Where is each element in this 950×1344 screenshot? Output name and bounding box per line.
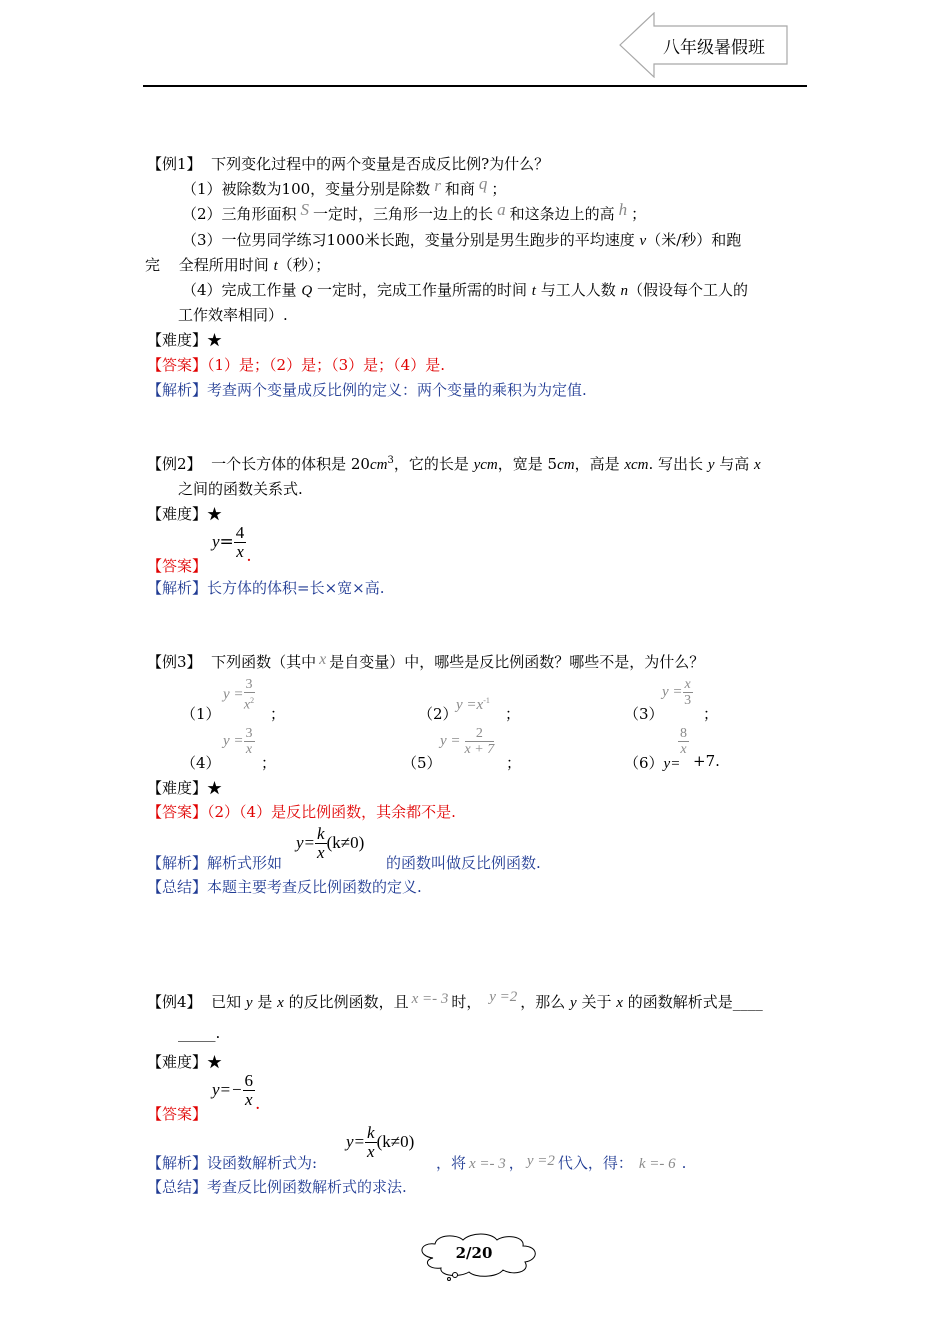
ex2-analysis-text: 长方体的体积=长×宽×高. xyxy=(207,579,385,597)
ex3-question-a: 下列函数（其中 xyxy=(211,653,317,671)
ex4-analysis-d: 代入，得： xyxy=(557,1154,633,1172)
ex1-item4-text2: 一定时，完成工作量所需的时间 xyxy=(316,281,527,299)
ex3-option4-lhs: y = xyxy=(223,732,244,749)
answer-label: 【答案】 xyxy=(147,356,208,374)
ex3-option6-fraction xyxy=(678,726,689,757)
ex3-option5-lhs: y = xyxy=(440,732,461,749)
var-a: a xyxy=(497,200,506,219)
ex1-item1-and: 和商 xyxy=(444,180,475,198)
ex3-option3-fraction xyxy=(683,677,693,708)
ex4-analysis-formula xyxy=(346,1124,414,1161)
ex3-option6 xyxy=(624,752,680,773)
ex2-q3: ，它的长是 xyxy=(393,455,474,473)
ex1-item3-wan: 完 xyxy=(145,256,161,274)
ex3-summary xyxy=(147,876,422,897)
ex3-option1-no: （1） xyxy=(181,705,221,723)
var-s: S xyxy=(300,200,310,219)
ex3-option6-frac xyxy=(678,726,689,757)
answer-label: 【答案】 xyxy=(147,803,208,821)
summary-label: 【总结】 xyxy=(147,1178,208,1196)
ex2-q9: . 写出长 xyxy=(648,455,708,473)
ex1-item4-text4: （假设每个工人的 xyxy=(628,281,749,299)
ex4-q-cond1: x =- 3 xyxy=(411,991,449,1007)
ex3-analysis xyxy=(147,852,282,873)
ex3-summary-text: 本题主要考查反比例函数的定义. xyxy=(207,878,422,896)
ex2-answer-den: x xyxy=(236,542,244,561)
analysis-label: 【解析】 xyxy=(147,579,208,597)
ex2-answer-formula xyxy=(212,523,252,566)
ex4-analysis-cond1: x =- 3 xyxy=(469,1156,506,1172)
ex4-answer-formula xyxy=(212,1071,261,1114)
ex2-q7: ，高是 xyxy=(574,455,625,473)
ex1-item3-text2: （米/秒）和跑 xyxy=(646,231,742,249)
ex3-formula-num: k xyxy=(317,824,325,843)
ex4-q-y: y xyxy=(245,995,253,1011)
var-h: h xyxy=(618,200,628,219)
ex1-item3-text: （3）一位男同学练习1000米长跑，变量分别是男生跑步的平均速度 xyxy=(182,231,635,249)
var-Q: Q xyxy=(301,283,313,299)
analysis-label: 【解析】 xyxy=(147,854,208,872)
ex3-option5-no: （5） xyxy=(402,754,442,772)
ex4-q-cond2: y =2 xyxy=(489,989,518,1005)
ex3-option5-formula xyxy=(440,726,494,757)
header-tag-text: 八年级暑假班 xyxy=(663,38,765,58)
ex2-q1: cm xyxy=(369,457,388,473)
ex1-difficulty xyxy=(147,329,222,350)
ex3-option5-num: 2 xyxy=(465,726,495,742)
page-number-badge xyxy=(413,1232,543,1282)
ex4-formula-num: k xyxy=(367,1123,375,1142)
ex3-option4-fraction xyxy=(244,726,255,757)
ex3-option6-tail: +7. xyxy=(693,752,720,770)
ex2-q4: ycm xyxy=(473,457,498,473)
ex3-question-b: 是自变量）中，哪些是反比例函数？哪些不是，为什么？ xyxy=(329,653,705,671)
ex3-option4-formula xyxy=(223,726,255,757)
ex3-option4-num: 3 xyxy=(245,726,253,741)
ex1-label: 【例1】 xyxy=(147,155,202,173)
ex4-q-y2: y xyxy=(570,995,577,1011)
ex1-item2-text2: 一定时，三角形一边上的长 xyxy=(313,205,494,223)
ex2-q8: xcm xyxy=(624,457,649,473)
ex2-answer-tail: . xyxy=(246,546,252,566)
ex2-q6: cm xyxy=(557,457,575,473)
ex2-answer-fraction xyxy=(234,524,247,561)
ex3-option2-formula xyxy=(456,696,490,714)
ex3-question-var: x xyxy=(319,651,327,668)
ex1-item4-text3: 与工人人数 xyxy=(540,281,616,299)
difficulty-label: 【难度】 xyxy=(147,331,208,349)
ex4-q-x2: x xyxy=(616,995,623,1011)
summary-label: 【总结】 xyxy=(147,878,208,896)
star-icon: ★ xyxy=(207,1053,223,1071)
ex4-question xyxy=(147,991,763,1012)
difficulty-label: 【难度】 xyxy=(147,1053,208,1071)
star-icon: ★ xyxy=(207,505,223,523)
var-r: r xyxy=(434,176,441,195)
ex1-item3-cont xyxy=(145,254,330,275)
ex1-item2: （2）三角形面积 S 一定时，三角形一边上的长 a 和这条边上的高 h ； xyxy=(182,200,647,223)
ex2-label: 【例2】 xyxy=(147,455,202,473)
ex3-option2-expr: y =x xyxy=(456,697,484,713)
ex4-formula-lhs: y= xyxy=(346,1132,366,1151)
ex3-option5-fraction xyxy=(465,726,495,757)
page-number: 2/20 xyxy=(455,1244,493,1262)
ex4-formula-den: x xyxy=(367,1142,375,1161)
ex2-question xyxy=(147,453,761,474)
ex3-option1-den-x: x xyxy=(243,697,251,713)
ex3-option5-den: x + 7 xyxy=(464,742,495,757)
ex1-question-text: 下列变化过程中的两个变量是否成反比例?为什么？ xyxy=(211,155,550,173)
ex4-analysis-e: . xyxy=(681,1154,687,1172)
ex3-option6-num: 8 xyxy=(680,726,687,741)
ex4-difficulty xyxy=(147,1051,222,1072)
ex3-difficulty xyxy=(147,777,222,798)
ex1-answer-text: （1）是；（2）是；（3）是；（4）是. xyxy=(207,356,445,374)
ex3-option2-no: （2） xyxy=(418,705,458,723)
ex3-formula-lhs: y= xyxy=(296,833,316,852)
ex4-q-x: x xyxy=(277,995,284,1011)
ex2-question-line2: 之间的函数关系式. xyxy=(178,480,303,498)
ex1-analysis-text: 考查两个变量成反比例的定义：两个变量的乘积为为定值. xyxy=(207,381,587,399)
ex2-q2: 3 xyxy=(387,455,394,466)
ex2-q12: x xyxy=(754,457,761,473)
ex4-q-e: ，那么 xyxy=(520,993,566,1011)
ex4-q-a: 已知 xyxy=(211,993,242,1011)
ex4-analysis xyxy=(147,1152,317,1173)
ex2-answer-y: y xyxy=(212,532,220,551)
ex4-answer-den: x xyxy=(244,1090,253,1109)
ex2-analysis xyxy=(147,577,385,598)
var-t2: t xyxy=(531,283,536,299)
ex3-option3-num: x xyxy=(684,677,691,692)
analysis-label: 【解析】 xyxy=(147,381,208,399)
ex4-analysis-c: ， xyxy=(508,1154,524,1172)
ex4-q-b: 是 xyxy=(257,993,273,1011)
ex1-question xyxy=(147,153,549,174)
ex1-item1-text: （1）被除数为100，变量分别是除数 xyxy=(182,180,431,198)
difficulty-label: 【难度】 xyxy=(147,779,208,797)
ex4-q-g: 的函数解析式是 xyxy=(627,993,733,1011)
ex4-summary xyxy=(147,1176,407,1197)
ex4-blank1[interactable]: ____ xyxy=(732,993,763,1011)
ex4-q-f: 关于 xyxy=(581,993,612,1011)
ex3-option1-den-sup: 2 xyxy=(250,696,255,705)
ex3-analysis-a: 解析式形如 xyxy=(207,854,283,872)
ex3-option4-den: x xyxy=(245,742,253,757)
ex4-label: 【例4】 xyxy=(147,993,202,1011)
var-t: t xyxy=(273,258,278,274)
ex3-option6-no: （6） xyxy=(624,754,664,772)
ex3-option5-tail: ； xyxy=(506,754,522,772)
ex3-question xyxy=(147,651,704,672)
ex3-formula-fraction xyxy=(315,825,327,862)
ex3-formula-den: x xyxy=(317,843,325,862)
ex1-item3-text4: （秒）； xyxy=(277,256,331,274)
ex4-q-c: 的反比例函数，且 xyxy=(288,993,409,1011)
ex3-option1-lhs: y = xyxy=(223,686,244,703)
ex1-analysis xyxy=(147,379,587,400)
ex3-option2-tail: ； xyxy=(505,705,521,723)
ex2-q0: 一个长方体的体积是 20 xyxy=(211,455,370,473)
ex3-option6-lhs: y= xyxy=(663,756,681,772)
ex2-q10: y xyxy=(707,457,715,473)
ex1-item4-text: （4）完成工作量 xyxy=(182,281,297,299)
ex3-option3-tail: ； xyxy=(703,705,719,723)
var-q: q xyxy=(478,174,488,193)
star-icon: ★ xyxy=(207,779,223,797)
ex1-item2-text: （2）三角形面积 xyxy=(182,205,297,223)
ex1-item3-text3: 全程所用时间 xyxy=(178,256,269,274)
ex3-answer-text: （2）（4）是反比例函数，其余都不是. xyxy=(207,803,456,821)
ex3-option3-lhs: y = xyxy=(662,683,683,700)
ex1-answer xyxy=(147,354,445,375)
analysis-label: 【解析】 xyxy=(147,1154,208,1172)
ex4-answer-fraction xyxy=(243,1072,256,1109)
ex4-blank2[interactable]: _____. xyxy=(178,1024,221,1042)
ex1-item4 xyxy=(182,279,748,300)
header-rule xyxy=(143,85,807,87)
ex4-formula-fraction xyxy=(365,1124,377,1161)
ex3-option1-num: 3 xyxy=(245,677,253,692)
ex3-option3-no: （3） xyxy=(624,705,664,723)
ex3-option2-sup: -1 xyxy=(483,696,490,705)
ex3-answer xyxy=(147,801,456,822)
ex3-analysis-formula xyxy=(296,825,364,862)
ex4-answer-label: 【答案】 xyxy=(147,1105,208,1123)
ex4-analysis-result: k =- 6 xyxy=(638,1156,676,1172)
ex3-option1-den xyxy=(244,693,255,713)
ex3-option3-formula xyxy=(662,677,693,708)
ex3-label: 【例3】 xyxy=(147,653,202,671)
ex2-q11: 与高 xyxy=(714,455,755,473)
ex4-analysis-rest xyxy=(436,1152,686,1173)
ex1-item2-text3: 和这条边上的高 xyxy=(509,205,615,223)
ex3-formula-cond: (k≠0) xyxy=(326,833,365,852)
difficulty-label: 【难度】 xyxy=(147,505,208,523)
ex1-item1: （1）被除数为100，变量分别是除数 r 和商 q ； xyxy=(182,174,507,198)
ex3-option3-den: 3 xyxy=(684,693,692,708)
ex4-analysis-a: 设函数解析式为: xyxy=(207,1154,318,1172)
ex3-analysis-b: 的函数叫做反比例函数. xyxy=(386,854,541,872)
ex3-option6-den: x xyxy=(680,742,687,757)
ex4-q-d: 时， xyxy=(451,993,482,1011)
ex4-analysis-b: ，将 xyxy=(436,1154,467,1172)
ex3-option1-formula xyxy=(223,677,255,713)
header-tag xyxy=(618,12,790,78)
ex4-analysis-cond2: y =2 xyxy=(526,1153,555,1169)
ex4-answer-lhs: y=− xyxy=(212,1080,243,1099)
ex4-answer-num: 6 xyxy=(244,1071,253,1090)
ex4-formula-cond: (k≠0) xyxy=(376,1132,415,1151)
ex4-summary-text: 考查反比例函数解析式的求法. xyxy=(207,1178,407,1196)
var-n: n xyxy=(620,283,628,299)
ex3-option1-tail: ； xyxy=(270,705,286,723)
ex3-option4-tail: ； xyxy=(261,754,277,772)
var-v: v xyxy=(639,233,647,249)
ex2-answer-label: 【答案】 xyxy=(147,557,208,575)
ex2-answer-num: 4 xyxy=(235,523,245,542)
ex3-option1-fraction xyxy=(244,677,255,713)
ex4-answer-tail: . xyxy=(255,1094,261,1114)
ex1-item4-cont: 工作效率相同）. xyxy=(178,306,288,324)
ex2-difficulty xyxy=(147,503,222,524)
ex3-option4-no: （4） xyxy=(181,754,221,772)
ex1-item3 xyxy=(182,229,741,250)
ex2-answer-eq: = xyxy=(219,532,234,552)
ex2-q5: ，宽是 5 xyxy=(497,455,558,473)
star-icon: ★ xyxy=(207,331,223,349)
